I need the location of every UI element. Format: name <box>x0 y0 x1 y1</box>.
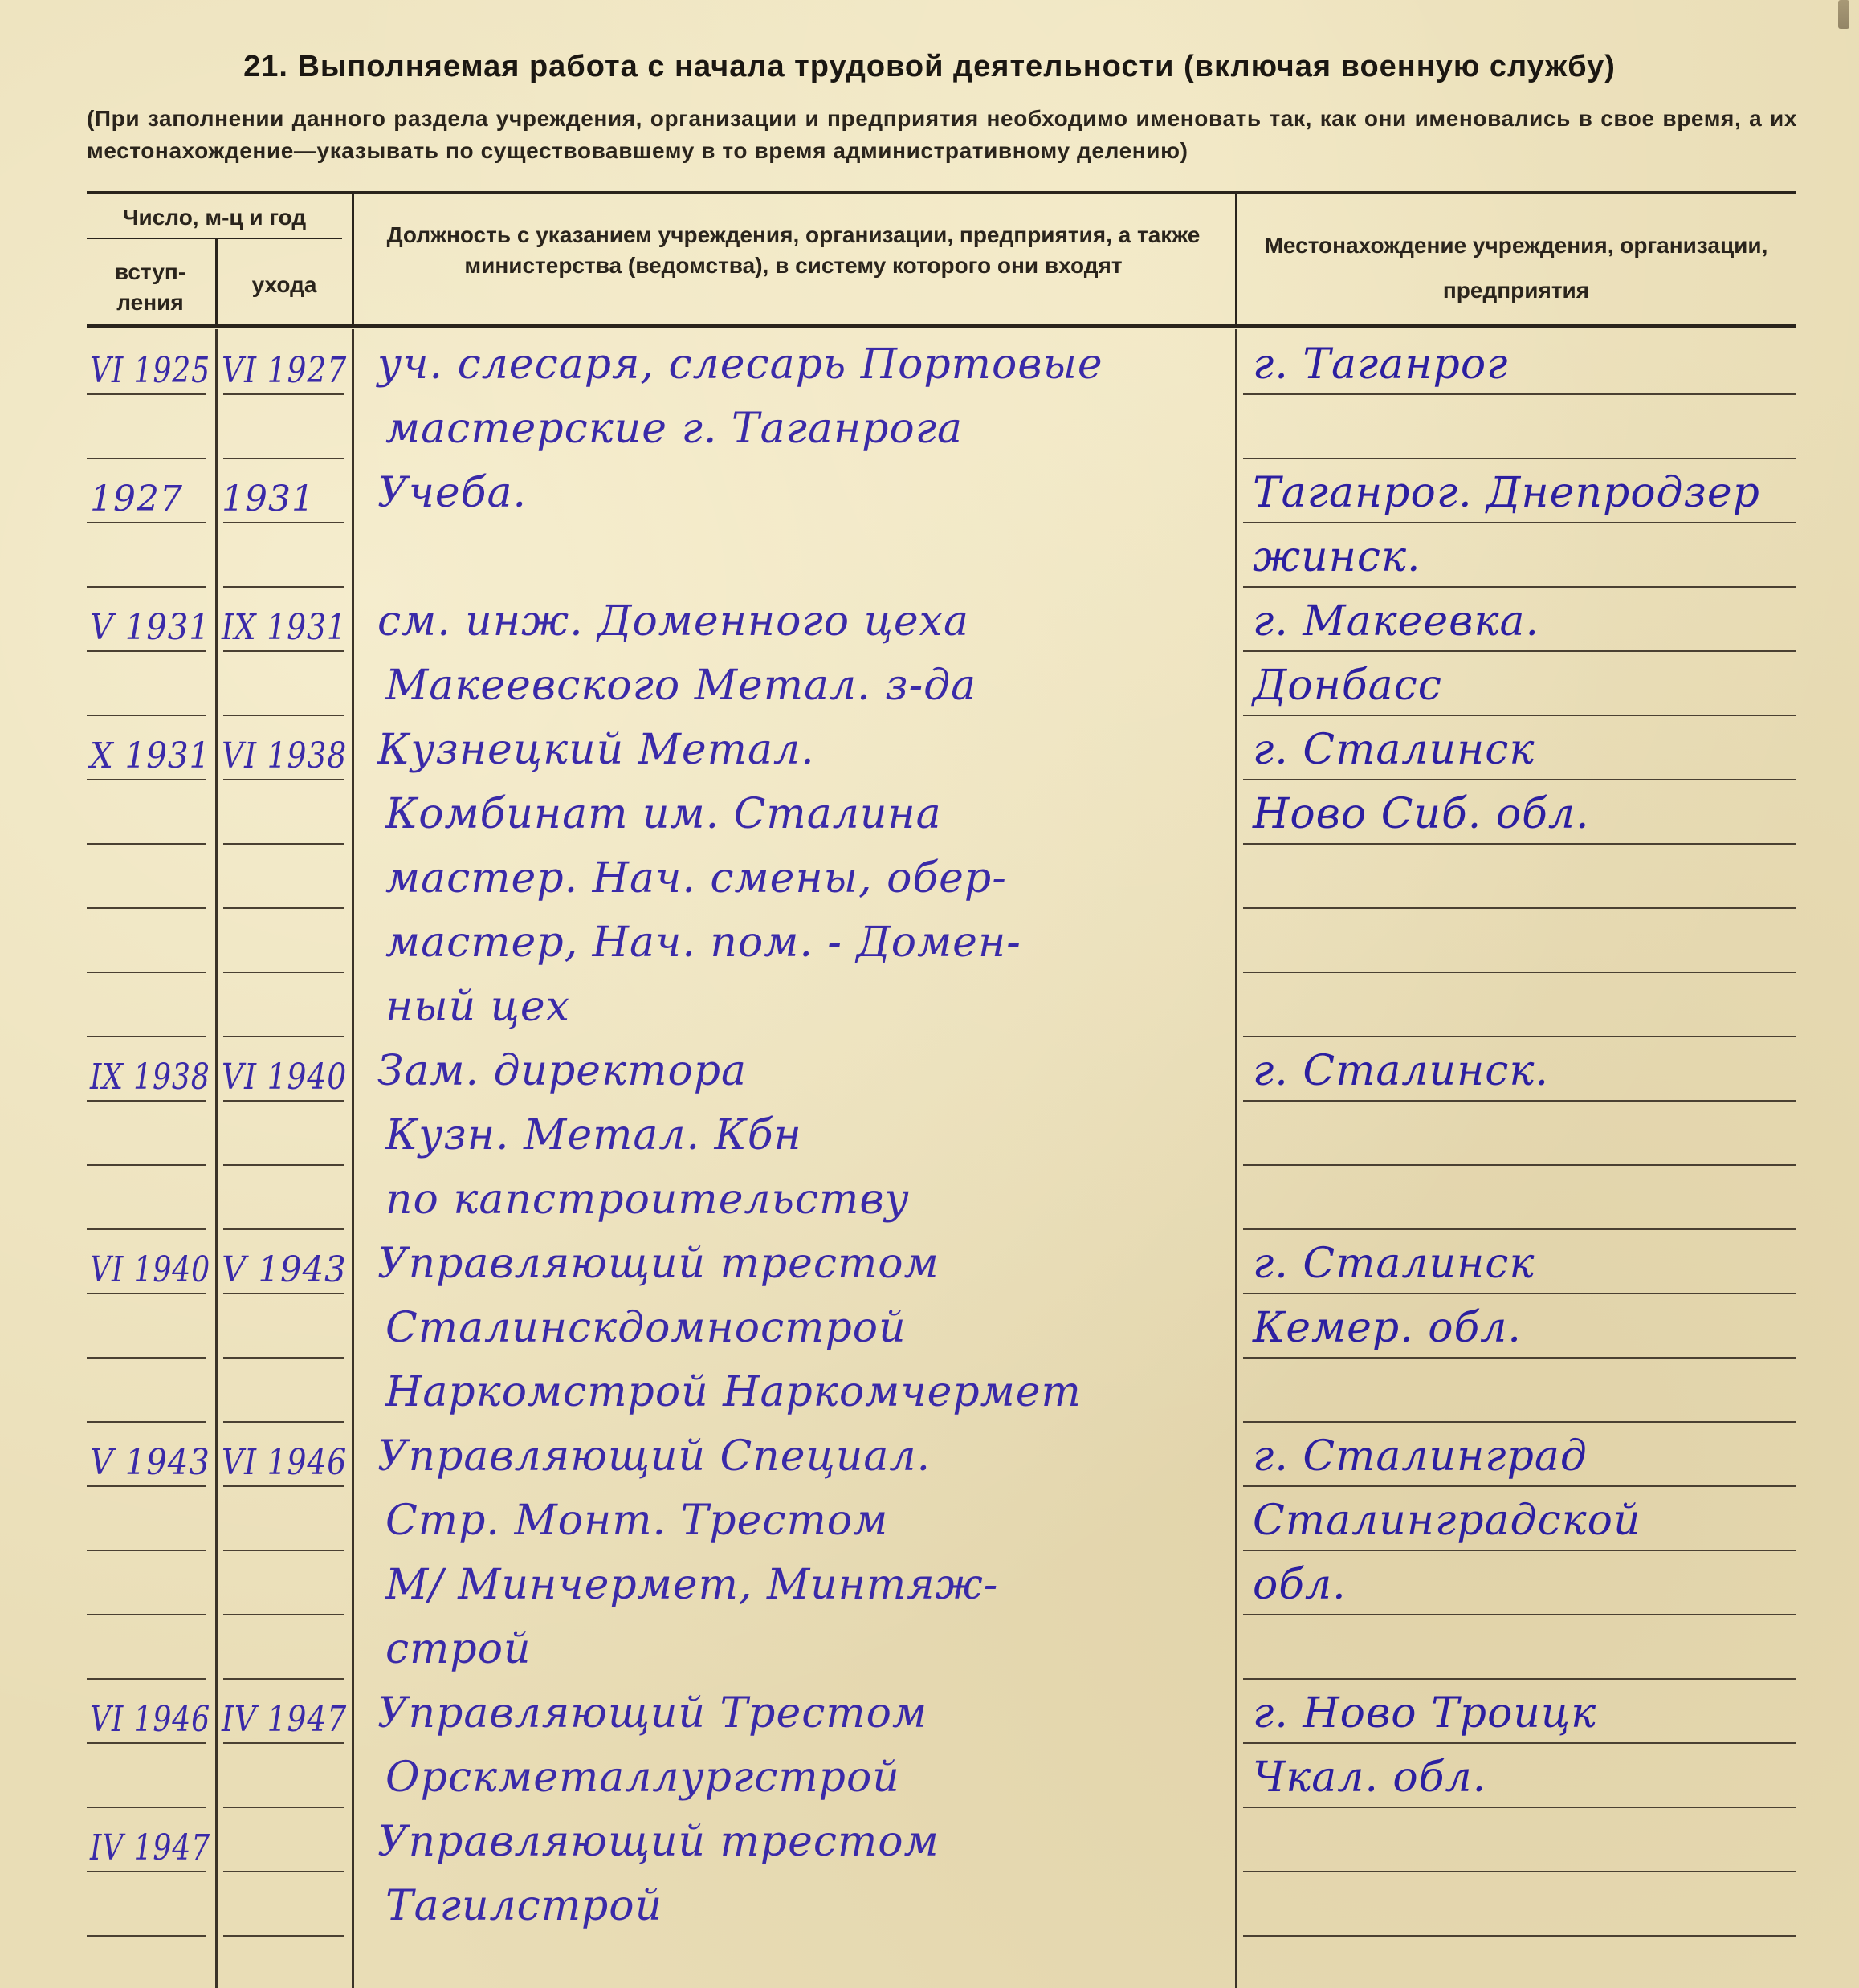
position-line: Управляющий трестом <box>377 1240 940 1288</box>
entry-date: VI 1940 <box>90 1249 211 1290</box>
entry-date: VI 1946 <box>90 1699 211 1740</box>
position-line: мастер. Нач. смены, обер- <box>385 854 1007 902</box>
position-line: Сталинскдомнострой <box>385 1304 907 1352</box>
location-line: г. Сталинск <box>1253 726 1535 774</box>
location-line: Таганрог. Днепродзер <box>1253 469 1760 517</box>
leave-date: VI 1938 <box>222 735 348 776</box>
entry-date: VI 1925 <box>90 350 211 391</box>
leave-date: 1931 <box>222 479 315 519</box>
leave-date: IV 1947 <box>222 1699 348 1740</box>
position-line: Кузн. Метал. Кбн <box>385 1111 802 1159</box>
section-title: 21. Выполняемая работа с начала трудовой деятельности (включая военную службу) <box>243 50 1616 84</box>
position-line: уч. слесаря, слесарь Портовые <box>377 340 1103 389</box>
header-location: Местонахождение учреждения, организации, предприятия <box>1264 233 1768 303</box>
entry-date: IX 1938 <box>90 1057 210 1098</box>
location-line: Сталинградской <box>1253 1497 1641 1545</box>
position-line: см. инж. Доменного цеха <box>377 597 969 646</box>
location-line: Чкал. обл. <box>1253 1754 1487 1802</box>
header-entry: вступ- ления <box>114 259 186 315</box>
location-line: г. Макеевка. <box>1253 597 1540 646</box>
header-date-group: Число, м-ц и год <box>122 205 307 230</box>
header-position: Должность с указанием учреждения, организации, предприятия, а также министерства (ведомства), в систему которого они входят <box>386 222 1201 278</box>
location-line: обл. <box>1253 1561 1347 1609</box>
leave-date: IX 1931 <box>222 607 347 648</box>
header-leave: ухода <box>251 272 317 297</box>
position-line: Управляющий Специал. <box>377 1432 931 1481</box>
location-line: Ново Сиб. обл. <box>1253 790 1590 838</box>
position-line: Комбинат им. Сталина <box>385 790 942 838</box>
position-line: Управляющий трестом <box>377 1818 940 1866</box>
location-line: жинск. <box>1253 533 1421 581</box>
entry-date: X 1931 <box>90 735 211 776</box>
location-line: г. Сталинск. <box>1253 1047 1549 1095</box>
location-line: г. Ново Троицк <box>1253 1689 1597 1737</box>
entry-date: 1927 <box>90 479 183 519</box>
entry-date: IV 1947 <box>90 1827 211 1868</box>
position-line: Орскметаллургстрой <box>385 1754 900 1802</box>
location-line: г. Таганрог <box>1253 340 1509 389</box>
leave-date: V 1943 <box>222 1249 347 1290</box>
entry-date: V 1943 <box>90 1442 210 1483</box>
position-line: Стр. Монт. Трестом <box>385 1497 889 1545</box>
position-line: Тагилстрой <box>385 1882 663 1930</box>
position-line: по капстроительству <box>385 1175 910 1224</box>
position-line: ный цех <box>385 983 571 1031</box>
entry-date: V 1931 <box>90 607 210 648</box>
position-line: Макеевского Метал. з-да <box>385 662 977 710</box>
location-line: г. Сталинград <box>1253 1432 1588 1481</box>
location-line: Кемер. обл. <box>1253 1304 1522 1352</box>
position-line: Учеба. <box>377 469 527 517</box>
leave-date: VI 1940 <box>222 1057 348 1098</box>
leave-date: VI 1927 <box>222 350 348 391</box>
position-line: Наркомстрой Наркомчермет <box>385 1368 1082 1416</box>
position-line: М/ Минчермет, Минтяж- <box>385 1561 999 1609</box>
position-line: Управляющий Трестом <box>377 1689 928 1737</box>
position-line: мастер, Нач. пом. - Домен- <box>385 919 1021 967</box>
location-line: г. Сталинск <box>1253 1240 1535 1288</box>
leave-date: VI 1946 <box>222 1442 348 1483</box>
position-line: Зам. директора <box>377 1047 748 1095</box>
location-line: Донбасс <box>1253 662 1442 710</box>
section-instructions: (При заполнении данного раздела учреждения, организации и предприятия необходимо именовать так, как они именовались в свое время, а их местонахождение—указывать по существовавшему в то время административному делению) <box>87 106 1797 163</box>
position-line: Кузнецкий Метал. <box>377 726 815 774</box>
position-line: строй <box>385 1625 532 1673</box>
position-line: мастерские г. Таганрога <box>385 405 964 453</box>
